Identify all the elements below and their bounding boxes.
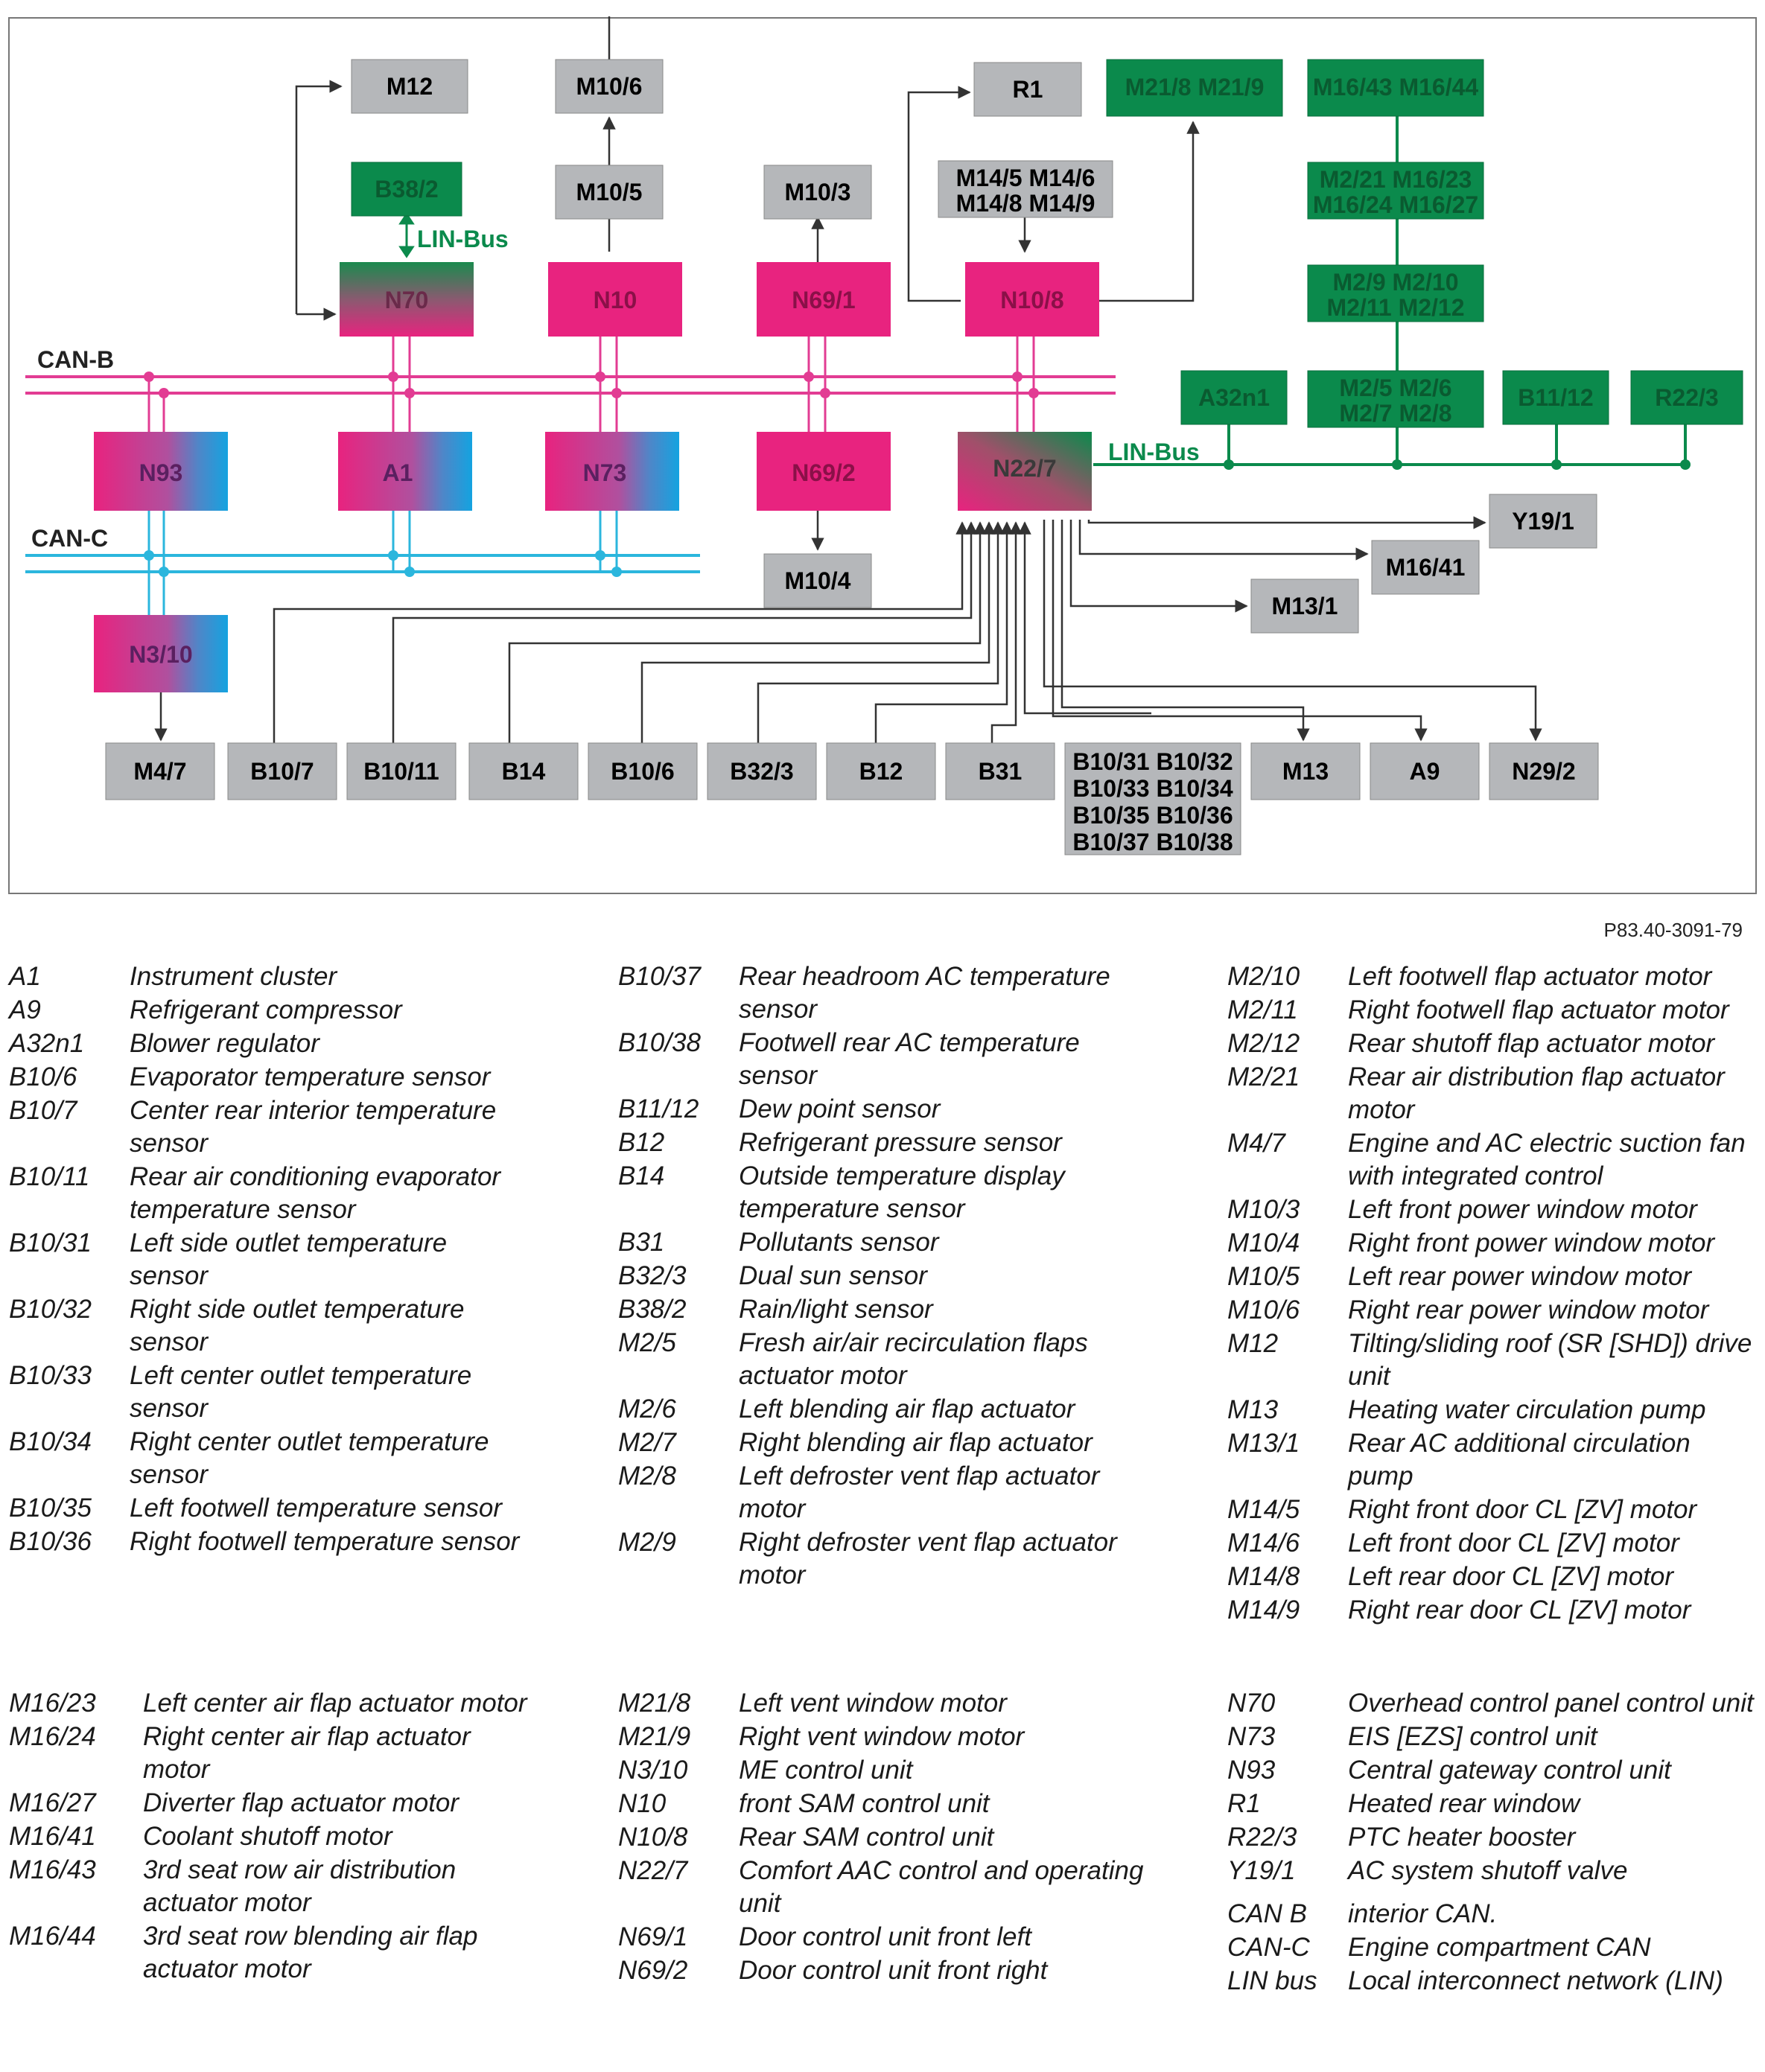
legend-description: Rear headroom AC temperature sensor	[739, 962, 1110, 1024]
box-r1	[974, 63, 1081, 116]
legend-column-3	[1227, 960, 1758, 1628]
svg-text:M10/4: M10/4	[784, 567, 851, 594]
legend-description: Blower regulator	[130, 1029, 319, 1058]
label-lin-bus-right: LIN-Bus	[1108, 439, 1200, 465]
legend-code: M13	[1227, 1395, 1279, 1424]
legend-code: M2/10	[1227, 962, 1300, 991]
legend-code: CAN-C	[1227, 1933, 1310, 1962]
legend-row	[1227, 1898, 1758, 1931]
legend-code: M16/24	[9, 1722, 96, 1751]
legend-description: Left center outlet temperature sensor	[130, 1361, 472, 1423]
svg-text:N10: N10	[593, 287, 637, 313]
legend-code: M4/7	[1227, 1129, 1285, 1158]
legend-row	[618, 1921, 1154, 1954]
legend-description: interior CAN.	[1348, 1899, 1498, 1928]
legend-code	[1227, 1888, 1348, 1897]
box-n69-2	[757, 432, 891, 511]
legend-description: Right rear door CL [ZV] motor	[1348, 1596, 1691, 1625]
box-m16-41	[1372, 541, 1479, 594]
legend-code: B14	[618, 1161, 665, 1190]
legend-description: Left footwell flap actuator motor	[1348, 962, 1712, 991]
svg-text:M2/5 M2/6: M2/5 M2/6	[1339, 374, 1452, 401]
legend-row	[1227, 1394, 1758, 1427]
legend-row	[618, 1393, 1154, 1426]
box-n22-7	[958, 432, 1092, 511]
legend-row	[9, 1526, 530, 1558]
legend-description: Left front power window motor	[1348, 1195, 1697, 1224]
legend-row	[1227, 994, 1758, 1027]
legend-description: Instrument cluster	[130, 962, 337, 991]
legend-description: ME control unit	[739, 1756, 913, 1785]
legend-code: M2/8	[618, 1461, 676, 1491]
box-r22-3	[1631, 371, 1743, 424]
legend-row	[618, 1427, 1154, 1459]
legend-code: B10/35	[9, 1494, 92, 1523]
legend-description: Rain/light sensor	[739, 1295, 933, 1324]
legend-code: N73	[1227, 1722, 1276, 1751]
legend-description: Dew point sensor	[739, 1094, 941, 1123]
legend-code: M13/1	[1227, 1429, 1300, 1458]
legend-code: M2/21	[1227, 1062, 1300, 1091]
svg-text:M4/7: M4/7	[133, 758, 187, 785]
reference-code: P83.40-3091-79	[1603, 919, 1743, 941]
legend-row	[618, 1526, 1154, 1592]
svg-text:A32n1: A32n1	[1198, 384, 1271, 411]
legend-column-4	[9, 1687, 530, 1986]
legend-description: Left side outlet temperature sensor	[130, 1228, 448, 1290]
svg-text:M13/1: M13/1	[1271, 593, 1338, 619]
legend-description: Outside temperature display temperature sensor	[739, 1161, 1065, 1223]
legend-row	[618, 1126, 1154, 1159]
legend-description: Rear AC additional circulation pump	[1348, 1429, 1691, 1491]
legend-code: M10/4	[1227, 1228, 1300, 1257]
legend-row	[1227, 1294, 1758, 1327]
legend-description: Left defroster vent flap actuator motor	[739, 1461, 1100, 1523]
box-m13	[1251, 743, 1360, 800]
legend-row	[9, 1293, 530, 1359]
legend-row	[618, 960, 1154, 1026]
legend-description: Rear shutoff flap actuator motor	[1348, 1029, 1715, 1058]
legend-row	[1227, 1260, 1758, 1293]
legend-code: N10	[618, 1789, 667, 1818]
legend-row	[1227, 1427, 1758, 1493]
legend-row	[1227, 1494, 1758, 1526]
legend-row	[9, 1687, 530, 1720]
svg-text:M10/5: M10/5	[576, 179, 643, 205]
legend-description: PTC heater booster	[1348, 1823, 1576, 1852]
legend-description: Tilting/sliding roof (SR [SHD]) drive unit	[1348, 1329, 1752, 1391]
legend-column-6	[1227, 1687, 1758, 1998]
legend-description: Heated rear window	[1348, 1789, 1580, 1818]
legend-description: EIS [EZS] control unit	[1348, 1722, 1597, 1751]
legend-code: B10/7	[9, 1096, 77, 1125]
svg-text:M13: M13	[1282, 758, 1329, 785]
legend-row	[1227, 1527, 1758, 1560]
legend-description: Comfort AAC control and operating unit	[739, 1856, 1144, 1918]
legend-description: Engine and AC electric suction fan with integrated control	[1348, 1129, 1746, 1190]
svg-text:B10/11: B10/11	[363, 758, 439, 785]
legend-code: B10/36	[9, 1527, 92, 1556]
legend-row	[9, 1027, 530, 1060]
legend-code: N3/10	[618, 1756, 688, 1785]
legend-code: M2/7	[618, 1428, 676, 1457]
legend-code: M2/12	[1227, 1029, 1300, 1058]
svg-text:A9: A9	[1409, 758, 1440, 785]
legend-code: N69/1	[618, 1922, 688, 1951]
legend-row	[9, 1227, 530, 1292]
legend-description: Evaporator temperature sensor	[130, 1062, 491, 1091]
label-can-c: CAN-C	[31, 525, 109, 552]
legend-column-5	[618, 1687, 1154, 1988]
legend-row	[1227, 1855, 1758, 1887]
legend-description: Right footwell flap actuator motor	[1348, 995, 1729, 1024]
box-m10-3	[764, 165, 871, 219]
legend-description: Left footwell temperature sensor	[130, 1494, 502, 1523]
legend-row	[1227, 1227, 1758, 1260]
legend-code: B38/2	[618, 1295, 687, 1324]
box-m14	[938, 161, 1113, 217]
legend-description: Refrigerant pressure sensor	[739, 1128, 1062, 1157]
box-b10-11	[347, 743, 456, 800]
legend-row	[9, 994, 530, 1027]
legend-code: N10/8	[618, 1823, 688, 1852]
legend-row	[618, 1093, 1154, 1126]
legend-description: Coolant shutoff motor	[143, 1822, 392, 1851]
wiring-block-diagram	[7, 16, 1758, 895]
svg-text:M14/5 M14/6: M14/5 M14/6	[955, 165, 1095, 191]
box-b10-6	[588, 743, 697, 800]
legend-code: M10/3	[1227, 1195, 1300, 1224]
legend-row	[9, 1426, 530, 1491]
legend-code: M10/5	[1227, 1262, 1300, 1291]
svg-text:N69/2: N69/2	[792, 459, 856, 486]
svg-text:B31: B31	[978, 758, 1023, 785]
svg-text:M2/7 M2/8: M2/7 M2/8	[1339, 400, 1452, 427]
legend-code: M21/8	[618, 1689, 691, 1718]
legend-row	[9, 1820, 530, 1853]
legend-row	[1227, 960, 1758, 993]
legend-description: Rear air conditioning evaporator temperature sensor	[130, 1162, 501, 1224]
box-b31	[946, 743, 1055, 800]
legend-code: N70	[1227, 1689, 1276, 1718]
legend-code: B10/32	[9, 1295, 92, 1324]
box-n10-8	[965, 262, 1099, 337]
legend-code: B11/12	[618, 1094, 699, 1123]
svg-text:B32/3: B32/3	[730, 758, 794, 785]
box-n69-1	[757, 262, 891, 337]
svg-text:B14: B14	[501, 758, 546, 785]
legend-description: Left rear power window motor	[1348, 1262, 1692, 1291]
legend-row	[618, 1460, 1154, 1526]
svg-text:M16/43 M16/44: M16/43 M16/44	[1312, 74, 1479, 101]
legend-code: M16/43	[9, 1855, 96, 1884]
legend-description: Footwell rear AC temperature sensor	[739, 1028, 1080, 1090]
legend-row	[9, 1094, 530, 1160]
box-b12	[827, 743, 935, 800]
legend-row	[618, 1754, 1154, 1787]
svg-text:M10/6: M10/6	[576, 73, 643, 100]
legend-description: Dual sun sensor	[739, 1261, 927, 1290]
box-m2-5	[1308, 371, 1483, 427]
legend-code: M2/6	[618, 1394, 676, 1424]
svg-text:B10/37 B10/38: B10/37 B10/38	[1072, 829, 1233, 855]
legend-code: B10/11	[9, 1162, 90, 1191]
box-n10	[548, 262, 682, 337]
box-b14	[469, 743, 578, 800]
svg-text:B10/33 B10/34: B10/33 B10/34	[1072, 775, 1233, 802]
legend-description: Right side outlet temperature sensor	[130, 1295, 465, 1357]
svg-text:N73: N73	[582, 459, 627, 486]
svg-text:A1: A1	[382, 459, 413, 486]
legend-code: A9	[9, 995, 41, 1024]
legend-row	[618, 1788, 1154, 1820]
legend-code: M16/41	[9, 1822, 96, 1851]
legend-code: M14/6	[1227, 1529, 1300, 1558]
legend-description: Left rear door CL [ZV] motor	[1348, 1562, 1674, 1591]
legend-row	[9, 960, 530, 993]
box-m13-1	[1251, 579, 1358, 633]
svg-text:N22/7: N22/7	[993, 455, 1057, 482]
legend-code: M12	[1227, 1329, 1279, 1358]
legend-row	[618, 1687, 1154, 1720]
legend-row	[9, 1061, 530, 1094]
label-can-b: CAN-B	[37, 346, 115, 373]
legend-code: B10/6	[9, 1062, 77, 1091]
box-b38-2	[352, 162, 462, 216]
legend-code: CAN B	[1227, 1899, 1307, 1928]
legend-row	[1227, 1821, 1758, 1854]
legend-code: M10/6	[1227, 1295, 1300, 1325]
legend-description: Diverter flap actuator motor	[143, 1788, 459, 1817]
legend-description: Central gateway control unit	[1348, 1756, 1671, 1785]
legend-code: A1	[9, 962, 41, 991]
box-n73	[545, 432, 679, 511]
legend-code: M21/9	[618, 1722, 691, 1751]
legend-row	[618, 1260, 1154, 1292]
svg-text:B10/7: B10/7	[250, 758, 314, 785]
legend-row	[1227, 1561, 1758, 1593]
legend-row	[1227, 1931, 1758, 1964]
legend-row	[618, 1954, 1154, 1987]
legend-code: M2/5	[618, 1328, 676, 1357]
legend-column-2	[618, 960, 1154, 1593]
legend-row	[1227, 1193, 1758, 1226]
legend-code: M16/44	[9, 1922, 96, 1951]
svg-text:M10/3: M10/3	[784, 179, 851, 205]
legend-row	[1227, 1594, 1758, 1627]
box-n93	[94, 432, 228, 511]
svg-text:B10/35 B10/36: B10/35 B10/36	[1072, 802, 1233, 829]
svg-text:M16/41: M16/41	[1385, 554, 1466, 581]
legend-description: Rear SAM control unit	[739, 1823, 994, 1852]
svg-text:M21/8 M21/9: M21/8 M21/9	[1125, 74, 1265, 101]
box-m21-8	[1107, 60, 1282, 116]
svg-text:B12: B12	[859, 758, 903, 785]
legend-row	[618, 1721, 1154, 1753]
legend-row	[618, 1327, 1154, 1392]
legend-row	[618, 1226, 1154, 1259]
box-m10-4	[764, 554, 871, 608]
legend-description: Right center air flap actuator motor	[143, 1722, 471, 1784]
svg-text:M12: M12	[386, 73, 433, 100]
legend-code: Y19/1	[1227, 1856, 1296, 1885]
box-b11-12	[1503, 371, 1609, 424]
legend-description: Right footwell temperature sensor	[130, 1527, 520, 1556]
box-m2-9	[1308, 265, 1483, 322]
svg-text:N93: N93	[139, 459, 183, 486]
legend-description: Center rear interior temperature sensor	[130, 1096, 497, 1158]
legend-code: LIN bus	[1227, 1966, 1317, 1995]
legend-description: Fresh air/air recirculation flaps actuator motor	[739, 1328, 1088, 1390]
box-m10-6	[556, 60, 663, 113]
legend-row	[9, 1854, 530, 1919]
legend-code: M14/8	[1227, 1562, 1300, 1591]
legend-description: Left center air flap actuator motor	[143, 1689, 527, 1718]
legend-description: Rear air distribution flap actuator motor	[1348, 1062, 1725, 1124]
box-b32-3	[707, 743, 816, 800]
svg-text:N69/1: N69/1	[792, 287, 856, 313]
legend-description: Left front door CL [ZV] motor	[1348, 1529, 1679, 1558]
legend-row	[618, 1027, 1154, 1092]
legend-description: Door control unit front right	[739, 1956, 1048, 1985]
legend-description: 3rd seat row blending air flap actuator motor	[143, 1922, 478, 1983]
legend-code: B31	[618, 1228, 665, 1257]
legend-description: Left blending air flap actuator	[739, 1394, 1075, 1424]
box-a1	[338, 432, 472, 511]
legend-row	[618, 1855, 1154, 1920]
svg-text:M16/24 M16/27: M16/24 M16/27	[1312, 191, 1479, 218]
legend-code: N93	[1227, 1756, 1276, 1785]
legend-code: M2/11	[1227, 995, 1298, 1024]
legend-code: B12	[618, 1128, 665, 1157]
legend-row	[9, 1920, 530, 1986]
legend-description: Right front power window motor	[1348, 1228, 1715, 1257]
legend-code: R1	[1227, 1789, 1261, 1818]
svg-text:M2/9 M2/10: M2/9 M2/10	[1332, 269, 1459, 296]
legend-code: M16/27	[9, 1788, 96, 1817]
legend-description: Door control unit front left	[739, 1922, 1031, 1951]
legend-row	[9, 1492, 530, 1525]
legend-description: Right vent window motor	[739, 1722, 1025, 1751]
legend-description: Right rear power window motor	[1348, 1295, 1709, 1325]
box-m4-7	[106, 743, 214, 800]
box-m2-21	[1308, 162, 1483, 219]
legend-description: Refrigerant compressor	[130, 995, 402, 1024]
legend-row	[9, 1787, 530, 1820]
legend-row	[1227, 1061, 1758, 1126]
legend-code: M14/5	[1227, 1495, 1300, 1524]
legend-code: B10/31	[9, 1228, 92, 1257]
svg-text:B38/2: B38/2	[375, 176, 439, 203]
legend-row	[1227, 1754, 1758, 1787]
legend-code: B10/34	[9, 1427, 92, 1456]
legend-code: M2/9	[618, 1528, 676, 1557]
legend-code: B10/38	[618, 1028, 701, 1057]
legend-row	[1227, 1687, 1758, 1720]
legend-description: Right blending air flap actuator	[739, 1428, 1093, 1457]
legend-row	[1227, 1027, 1758, 1060]
legend-row	[1227, 1965, 1758, 1998]
svg-text:B10/6: B10/6	[611, 758, 675, 785]
legend-description: Overhead control panel control unit	[1348, 1689, 1754, 1718]
svg-text:M2/11 M2/12: M2/11 M2/12	[1326, 294, 1465, 321]
legend-row	[9, 1721, 530, 1786]
legend-description: Right front door CL [ZV] motor	[1348, 1495, 1697, 1524]
legend-code: M16/23	[9, 1689, 96, 1718]
svg-text:R1: R1	[1012, 76, 1043, 103]
box-m12	[352, 60, 468, 113]
box-n3-10	[94, 615, 228, 692]
legend-code: B10/33	[9, 1361, 92, 1390]
legend-description: Engine compartment CAN	[1348, 1933, 1651, 1962]
label-lin-bus-top: LIN-Bus	[417, 226, 509, 252]
legend-description: Right center outlet temperature sensor	[130, 1427, 489, 1489]
legend-description: Local interconnect network (LIN)	[1348, 1966, 1723, 1995]
legend-description: Heating water circulation pump	[1348, 1395, 1706, 1424]
box-n70	[340, 262, 474, 337]
svg-text:B11/12: B11/12	[1518, 384, 1594, 411]
legend-description: Left vent window motor	[739, 1689, 1007, 1718]
svg-text:N10/8: N10/8	[1000, 287, 1064, 313]
legend-code: N22/7	[618, 1856, 688, 1885]
svg-text:M2/21 M16/23: M2/21 M16/23	[1319, 166, 1472, 193]
legend-row	[618, 1160, 1154, 1225]
legend-code: B32/3	[618, 1261, 687, 1290]
legend-row	[1227, 1127, 1758, 1193]
svg-text:M14/8 M14/9: M14/8 M14/9	[955, 190, 1095, 217]
box-a32n1	[1181, 371, 1287, 424]
box-b10-7	[228, 743, 337, 800]
legend-row	[9, 1161, 530, 1226]
legend-description	[1348, 1888, 1758, 1897]
legend-description: AC system shutoff valve	[1348, 1856, 1628, 1885]
legend-description: Right defroster vent flap actuator motor	[739, 1528, 1117, 1590]
legend-column-1	[9, 960, 530, 1559]
box-a9	[1370, 743, 1479, 800]
legend-row	[618, 1821, 1154, 1854]
legend-code: R22/3	[1227, 1823, 1297, 1852]
legend-row	[1227, 1327, 1758, 1393]
box-m16-43	[1308, 60, 1483, 116]
legend-row	[1227, 1721, 1758, 1753]
legend-code: B10/37	[618, 962, 701, 991]
box-y19-1	[1489, 494, 1597, 548]
svg-text:N70: N70	[384, 287, 429, 313]
legend-code: N69/2	[618, 1956, 688, 1985]
legend-description: front SAM control unit	[739, 1789, 990, 1818]
legend-row	[1227, 1788, 1758, 1820]
legend-row	[618, 1293, 1154, 1326]
svg-text:B10/31 B10/32: B10/31 B10/32	[1072, 748, 1233, 775]
legend-description: Pollutants sensor	[739, 1228, 939, 1257]
svg-text:Y19/1: Y19/1	[1512, 508, 1574, 535]
legend-description: 3rd seat row air distribution actuator motor	[143, 1855, 457, 1917]
svg-text:N29/2: N29/2	[1512, 758, 1576, 785]
box-n29-2	[1489, 743, 1598, 800]
svg-text:N3/10: N3/10	[129, 641, 193, 668]
svg-text:R22/3: R22/3	[1655, 384, 1719, 411]
box-b10-31	[1065, 743, 1241, 855]
legend-row	[9, 1359, 530, 1425]
legend-row	[1227, 1888, 1758, 1897]
box-m10-5	[556, 165, 663, 219]
legend-code: M14/9	[1227, 1596, 1300, 1625]
legend-code: A32n1	[9, 1029, 85, 1058]
